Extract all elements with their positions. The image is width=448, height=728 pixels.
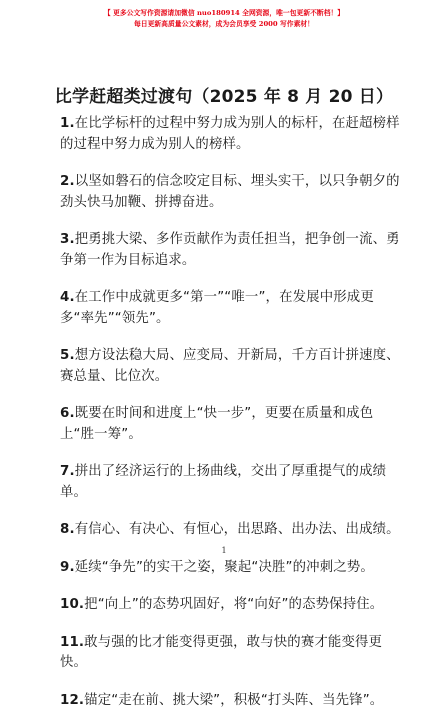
item-number: 1. [60, 116, 75, 131]
item-text: 锚定“走在前、挑大梁”，积极“打头阵、当先锋”。 [84, 692, 384, 708]
list-item [60, 172, 400, 213]
sentence-list [60, 114, 400, 728]
item-text: 以坚如磐石的信念咬定目标、埋头实干，以只争朝夕的劲头快马加鞭、拼搏奋进。 [60, 174, 400, 210]
item-number: 11. [60, 634, 85, 650]
list-item [60, 558, 400, 579]
item-text: 把勇挑大梁、多作贡献作为责任担当，把争创一流、勇争第一作为目标追求。 [60, 232, 400, 268]
promo-banner [0, 8, 448, 30]
list-item [60, 404, 400, 445]
promo-banner-line-2: 每日更新高质量公文素材，成为会员享受 2000 写作素材！ [134, 20, 314, 28]
item-number: 3. [60, 232, 75, 247]
item-number: 5. [60, 348, 75, 363]
item-number: 9. [60, 559, 75, 575]
item-text: 延续“争先”的实干之姿，聚起“决胜”的冲刺之势。 [74, 559, 374, 575]
item-number: 7. [60, 464, 75, 479]
item-text: 拼出了经济运行的上扬曲线，交出了厚重提气的成绩单。 [60, 464, 387, 500]
list-item [60, 114, 400, 155]
list-item [60, 346, 400, 387]
item-text: 把“向上”的态势巩固好，将“向好”的态势保持住。 [84, 597, 384, 612]
item-number: 8. [60, 522, 75, 537]
item-text: 想方设法稳大局、应变局、开新局，千方百计拼速度、赛总量、比位次。 [60, 348, 400, 384]
document-title: 比学赶超类过渡句（2025 年 8 月 20 日） [54, 87, 394, 107]
item-text: 在工作中成就更多“第一”“唯一”，在发展中形成更多“率先”“领先”。 [60, 290, 374, 326]
list-item [60, 691, 400, 712]
list-item [60, 633, 400, 674]
list-item [60, 288, 400, 329]
promo-banner-line-1: 【 更多公文写作资源请加微信 nuo180914 全网资源，唯一包更新不断档！】 [103, 9, 345, 17]
item-number: 10. [60, 597, 85, 612]
list-item [60, 230, 400, 271]
item-number: 12. [60, 692, 85, 708]
list-item [60, 595, 400, 616]
item-number: 2. [60, 174, 75, 189]
item-text: 有信心、有决心、有恒心，出思路、出办法、出成绩。 [74, 522, 400, 537]
list-item [60, 462, 400, 503]
page-number: 1 [221, 546, 227, 555]
list-item [60, 520, 400, 541]
item-text: 敢与强的比才能变得更强，敢与快的赛才能变得更快。 [60, 634, 383, 670]
item-number: 4. [60, 290, 75, 305]
item-number: 6. [60, 406, 75, 421]
item-text: 既要在时间和进度上“快一步”，更要在质量和成色上“胜一筹”。 [60, 406, 374, 442]
item-text: 在比学标杆的过程中努力成为别人的标杆，在赶超榜样的过程中努力成为别人的榜样。 [60, 116, 400, 152]
